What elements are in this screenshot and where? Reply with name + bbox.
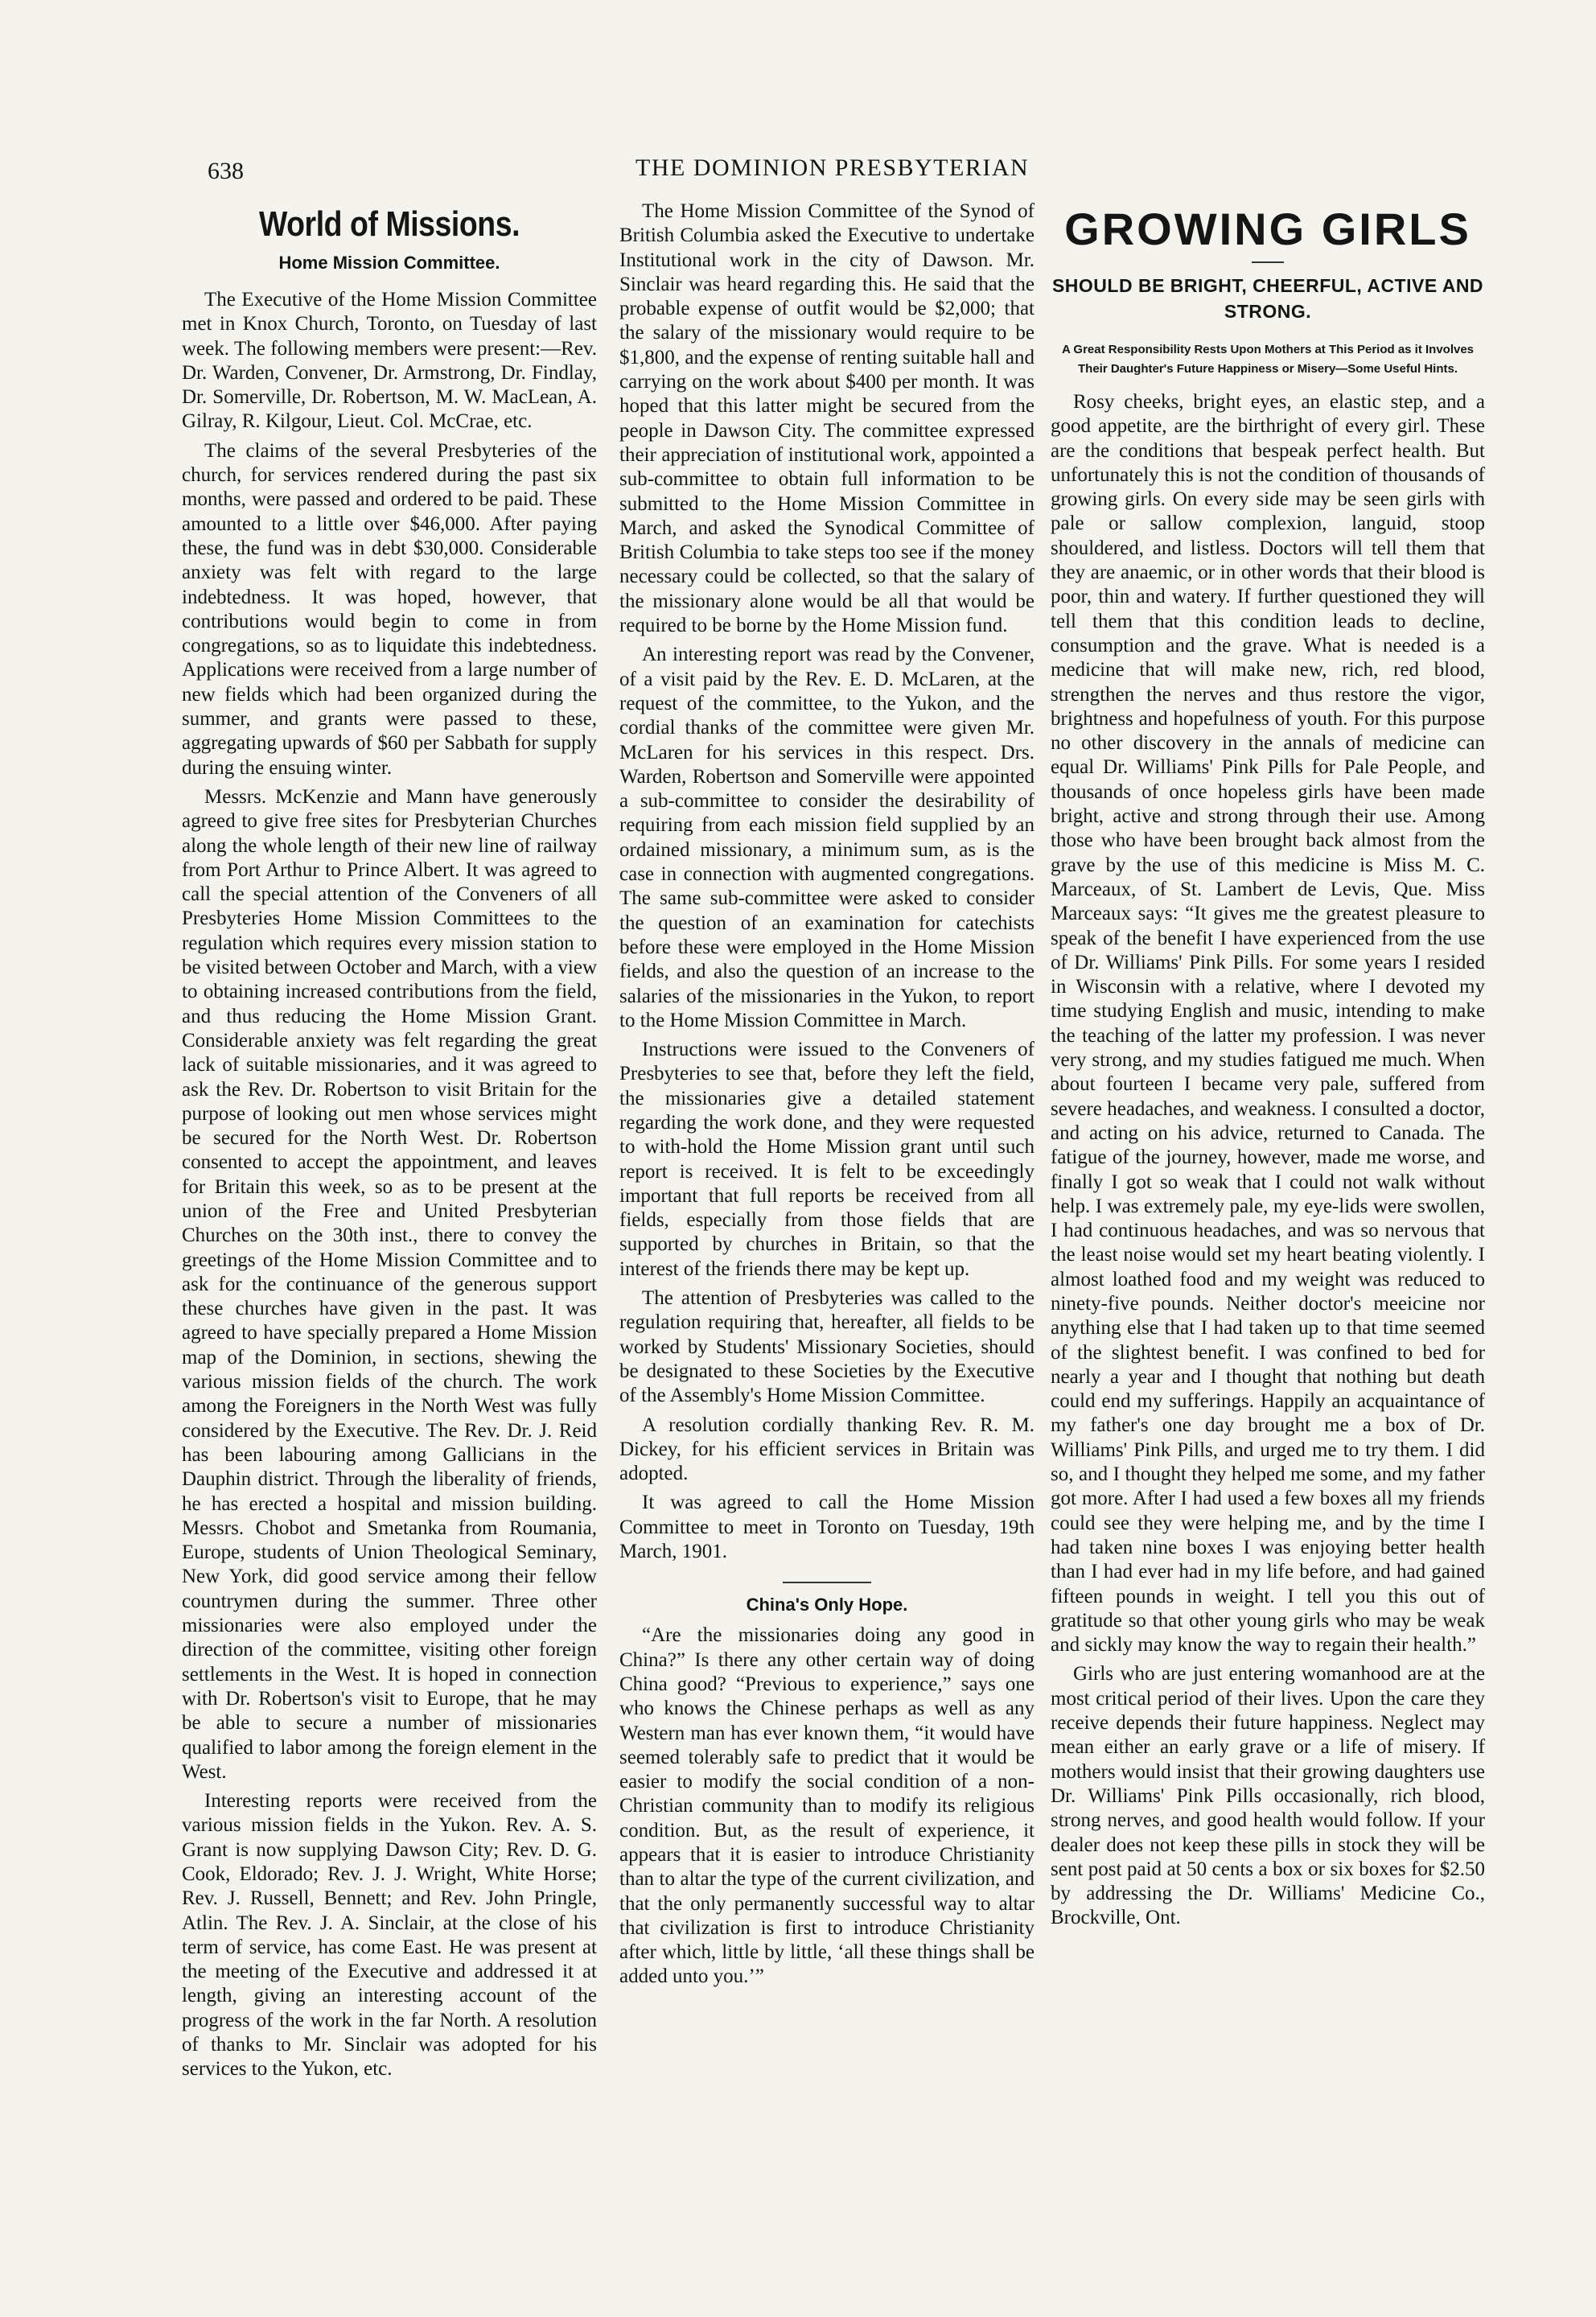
missions-paragraph: The Executive of the Home Mission Committee met in Knox Church, Toronto, on Tuesday of last week. The following members were present:—Rev. Dr. Warden, Convener, Dr. Armstrong, Dr. Findlay, Dr. Somerville, Dr. Robertson, M. W. MacLean, A. Gilray, R. Kilgour, Lieut. Col. McCrae, etc. (182, 289, 597, 433)
missions-paragraph: A resolution cordially thanking Rev. R. M. Dickey, for his efficient services in Britain was adopted. (619, 1414, 1035, 1485)
missions-paragraph: An interesting report was read by the Convener, of a visit paid by the Rev. E. D. McLaren, at the request of the committee, to the Yukon, and the cordial thanks of the committee were given Mr. McLaren for his services in this respect. Drs. Warden, Robertson and Somerville were appointed a sub-committee to consider the desirability of requiring from each mission field supplied by an ordained missionary, a minimum sum, as is the case in connection with augmented congregations. The same sub-committee were asked to consider the question of an examination for catechists before these were employed in the Home Mission fields, and also the question of an increase to the salaries of the missionaries in the Yukon, to report to the Home Mission Committee in March. (619, 644, 1035, 1031)
missions-paragraph: Interesting reports were received from the various mission fields in the Yukon. Rev. A. S. Grant is now supplying Dawson City; Rev. D. G. Cook, Eldorado; Rev. J. J. Wright, White Horse; Rev. J. Russell, Bennett; and Rev. John Pringle, Atlin. The Rev. J. A. Sinclair, at the close of his term of service, has come East. He was present at the meeting of the Executive and addressed it at length, giving an interesting account of the progress of the work in the far North. A resolution of thanks to Mr. Sinclair was adopted for his services to the Yukon, etc. (182, 1790, 597, 2080)
china-title: China's Only Hope. (746, 1595, 908, 1615)
column-right-advertisement (1051, 200, 1485, 1936)
china-paragraph: “Are the missionaries doing any good in China?” Is there any other certain way of doing China good? “Previous to experience,” says one who knows the Chinese perhaps as well as any Western man has ever known them, “it would have seemed tolerably safe to predict that it would be easier to modify the social condition of a non-Christian community than to modify its religious condition. But, as the result of experience, it appears that it is easier to introduce Christianity than to altar the type of the current civilization, and that the only permanently successful way to altar that civilization is first to introduce Christianity after which, little by little, ‘all these things shall be added unto you.’” (619, 1624, 1035, 1988)
missions-section-heading: Home Mission Committee. (278, 253, 500, 273)
section-divider (783, 1582, 871, 1583)
missions-paragraph: It was agreed to call the Home Mission Committee to meet in Toronto on Tuesday, 19th March, 1901. (619, 1492, 1035, 1563)
missions-paragraph: The attention of Presbyteries was called to the regulation requiring that, hereafter, all fields to be worked by Students' Missionary Societies, should be designated to these Societies by the Executive of the Assembly's Home Mission Committee. (619, 1287, 1035, 1407)
ad-subheadline: SHOULD BE BRIGHT, CHEERFUL, ACTIVE AND STRONG. (1051, 275, 1484, 322)
ad-paragraph: Rosy cheeks, bright eyes, an elastic step, and a good appetite, are the birthright of every girl. These are the conditions that bespeak perfect health. But unfortunately this is not the condition of thousands of growing girls. On every side may be seen girls with pale or sallow complexion, languid, stoop shouldered, and listless. Doctors will tell them that they are anaemic, or in other words that their blood is poor, thin and watery. If further questioned they will tell them that this condition leads to decline, consumption and the grave. What is needed is a medicine that will make new, rich, red blood, strengthen the nerves and thus restore the vigor, brightness and hopefulness of youth. For this purpose no other discovery in the annals of medicine can equal Dr. Williams' Pink Pills for Pale People, and thousands of once hopeless girls have been made bright, active and strong through their use. Among those who have been brought back almost from the grave by the use of this medicine is Miss M. C. Marceaux, of St. Lambert de Levis, Que. Miss Marceaux says: “It gives me the greatest pleasure to speak of the benefit I have experienced from the use of Dr. Williams' Pink Pills. For some years I resided in Wisconsin with a relative, where I devoted my time studying English and music, intending to make the teaching of the latter my profession. I was never very strong, and my studies fatigued me much. When about fourteen I became very pale, suffered from severe headaches, and weakness. I consulted a doctor, and acting on his advice, returned to Canada. The fatigue of the journey, however, made me worse, and finally I got so weak that I could not walk without help. I was extremely pale, my eye-lids were swollen, I had continuous headaches, and was so nervous that the least noise would set my heart beating violently. I almost loathed food and my weight was reduced to ninety-five pounds. Neither doctor's meeicine nor anything else that I had taken up to that time seemed of the slightest benefit. I was confined to bed for nearly a year and I thought that nothing but death could end my sufferings. Happily an acquaintance of my father's one day brought me a box of Dr. Williams' Pink Pills, and urged me to try them. I did so, and I thought they helped me some, and my father got more. After I had used a few boxes all my friends could see they were helping me, and by the time I had taken nine boxes I was enjoying better health than I had ever had in my life before, and had gained fifteen pounds in weight. I tell you this out of gratitude so that other young girls who may be weak and sickly may know the way to regain their health.” (1051, 391, 1485, 1656)
column-middle (619, 200, 1035, 1994)
missions-title: World of Missions. (258, 204, 520, 244)
masthead: THE DOMINION PRESBYTERIAN (636, 154, 1030, 181)
ad-paragraph: Girls who are just entering womanhood are at the most critical period of their lives. Upon the care they receive depends their future happiness. Neglect may mean either an early grave or a life of misery. If mothers would insist that their growing daughters use Dr. Williams' Pink Pills occasionally, rich blood, strong nerves, and good health would follow. If your dealer does not keep these pills in stock they will be sent post paid at 50 cents a box or six boxes for $2.50 by addressing the Dr. Williams' Medicine Co., Brockville, Ont. (1051, 1663, 1485, 1929)
missions-paragraph: The claims of the several Presbyteries of the church, for services rendered during the past six months, were passed and ordered to be paid. These amounted to a little over $46,000. After paying these, the fund was in debt $30,000. Considerable anxiety was felt with regard to the large indebtedness. It was hoped, however, that contributions would begin to come in from congregations, so as to liquidate this indebtedness. Applications were received from a large number of new fields which had been organized during the summer, and grants were passed to these, aggregating upwards of $60 per Sabbath for supply during the ensuing winter. (182, 439, 597, 779)
ad-headline: GROWING GIRLS (1064, 204, 1471, 254)
headline-rule (1252, 261, 1284, 263)
column-left (182, 200, 597, 2087)
page-number: 638 (208, 158, 244, 184)
missions-paragraph: Messrs. McKenzie and Mann have generously agreed to give free sites for Presbyterian Churches along the whole length of their new line of railway from Port Arthur to Prince Albert. It was agreed to call the special attention of the Conveners of all Presbyteries Home Mission Committees to the regulation which requires every mission station to be visited between October and March, with a view to obtaining increased contributions from the field, and thus reducing the Home Mission Grant. Considerable anxiety was felt regarding the great lack of suitable missionaries, and it was agreed to ask the Rev. Dr. Robertson to visit Britain for the purpose of looking out men whose services might be secured for the North West. Dr. Robertson consented to accept the appointment, and leaves for Britain this week, so as to be present at the union of the Free and United Presbyterian Churches on the 30th inst., there to convey the greetings of the Home Mission Committee and to ask for the continuance of the generous support these churches have given in the past. It was agreed to have specially prepared a Home Mission map of the Dominion, in sections, shewing the various mission fields of the church. The work among the Foreigners in the North West was fully considered by the Executive. The Rev. Dr. J. Reid has been labouring among Gallicians in the Dauphin district. Through the liberality of friends, he has erected a hospital and mission building. Messrs. Chobot and Smetanka from Roumania, Europe, students of Union Theological Seminary, New York, did good service among their fellow countrymen during the summer. Three other missionaries were also employed under the direction of the committee, visiting other foreign settlements in the West. It is hoped in connection with Dr. Robertson's visit to Europe, that he may be able to secure a number of missionaries qualified to labor among the foreign element in the West. (182, 785, 597, 1783)
ad-deck: A Great Responsibility Rests Upon Mothers at This Period as it Involves Their Daughter's Future Happiness or Misery—Some Useful Hints. (1061, 343, 1475, 376)
missions-paragraph: Instructions were issued to the Conveners of Presbyteries to see that, before they left the field, the missionaries give a detailed statement regarding the work done, and they were requested to with-hold the Home Mission grant until such report is received. It is felt to be exceedingly important that full reports be received from all fields, especially from those fields that are supported by churches in Britain, so that the interest of the friends there may be kept up. (619, 1039, 1035, 1280)
missions-paragraph: The Home Mission Committee of the Synod of British Columbia asked the Executive to undertake Institutional work in the city of Dawson. Mr. Sinclair was heard regarding this. He said that the probable expense of outfit would be $2,000; that the salary of the missionary would require to be $1,800, and the expense of renting suitable hall and carrying on the work about $400 per month. It was hoped that this latter might be secured from the people in Dawson City. The committee expressed their appreciation of institutional work, appointed a sub-committee to obtain full information to be submitted to the Home Mission Committee in March, and asked the Synodical Committee of British Columbia to take steps too see if the money necessary could be collected, so that the salary of the missionary alone would be all that would be required to be borne by the Home Mission fund. (619, 200, 1035, 637)
